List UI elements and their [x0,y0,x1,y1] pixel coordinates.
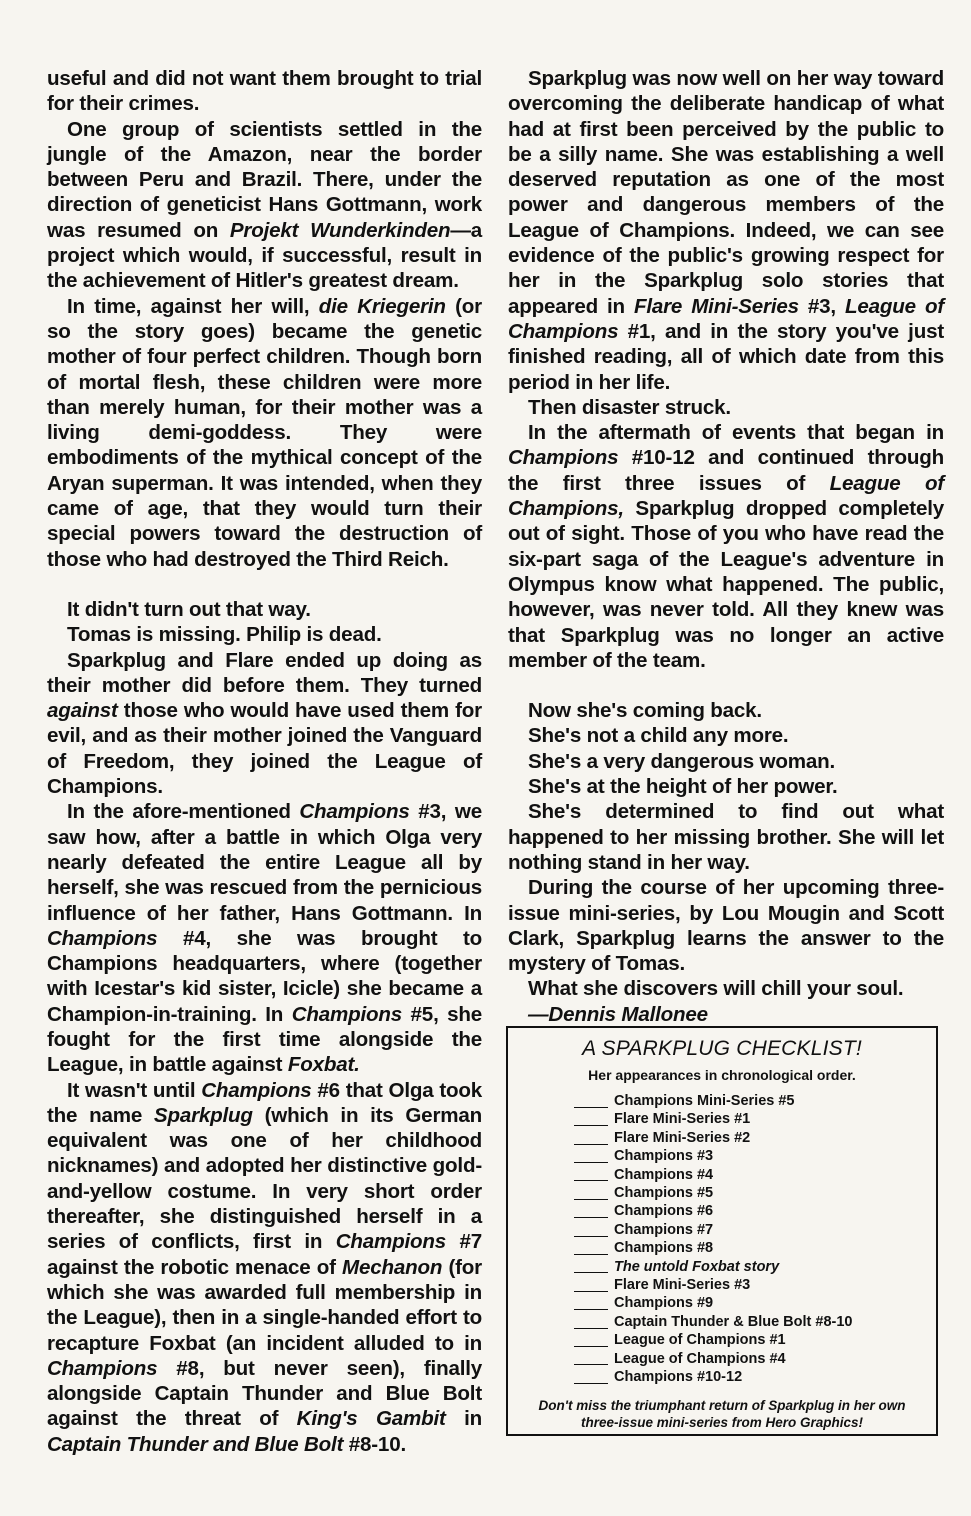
checklist-item: Champions #3 [574,1147,926,1165]
right-column [508,66,944,1027]
paragraph: Tomas is missing. Philip is dead. [67,623,382,647]
checklist-item: Champions #8 [574,1239,926,1257]
paragraph: She's a very dangerous woman. [528,749,835,773]
paragraph: useful and did not want them brought to trial for their crimes. [47,67,482,116]
paragraph: In time, against her will, die Kriegerin (or so the story goes) became the genetic mother of four perfect children. Though born of mortal flesh, these children were more than merely human, for their mother was a living demi-goddess. They were embodiments of the mythical concept of the Aryan superman. It was intended, when they came of age, that they would turn their special powers toward the destruction of those who had destroyed the Third Reich. [47,294,483,571]
checklist-box [506,1026,938,1436]
paragraph: In the afore-mentioned Champions #3, we saw how, after a battle in which Olga very nearly defeated the entire League all by herself, she was rescued from the pernicious influence of her father, Hans Gottmann. In Champions #4, she was brought to Champions headquarters, where (together with Icestar's kid sister, Icicle) she became a Champion-in-training. In Champions #5, she fought for the first time alongside the League, in battle against Foxbat. [47,800,482,1077]
checklist-item: Champions #7 [574,1221,926,1239]
checklist-item: The untold Foxbat story [574,1258,926,1276]
paragraph: She's at the height of her power. [528,775,838,799]
checklist-item: Champions #9 [574,1294,926,1312]
paragraph: It didn't turn out that way. [67,597,311,621]
paragraph: Now she's coming back. [528,699,762,723]
checklist-title: A SPARKPLUG CHECKLIST! [582,1037,862,1060]
checklist-item: League of Champions #4 [574,1350,926,1368]
paragraph: Then disaster struck. [528,395,731,419]
checklist-list [518,1092,926,1387]
checklist-item: Champions Mini-Series #5 [574,1092,926,1110]
left-column [47,66,482,1457]
checklist-item: Champions #10-12 [574,1368,926,1386]
paragraph: What she discovers will chill your soul. [528,977,904,1001]
signature: —Dennis Mallonee [528,1002,708,1026]
paragraph: She's determined to find out what happened to her missing brother. She will let nothing stand in her way. [508,800,944,874]
paragraph: During the course of her upcoming three-issue mini-series, by Lou Mougin and Scott Clark, Sparkplug learns the answer to the mystery of Tomas. [508,876,944,976]
checklist-item: Flare Mini-Series #2 [574,1129,926,1147]
checklist-footer: Don't miss the triumphant return of Sparkplug in her own three-issue mini-series from Hero Graphics! [538,1397,906,1430]
paragraph: Sparkplug was now well on her way toward overcoming the deliberate handicap of what had at first been perceived by the public to be a silly name. She was establishing a well deserved reputation as one of the most power and dangerous members of the League of Champions. Indeed, we can see evidence of the public's growing respect for her in the Sparkplug solo stories that appeared in Flare Mini-Series #3, League of Champions #1, and in the story you've just finished reading, all of which date from this period in her life. [508,67,944,394]
checklist-item: Flare Mini-Series #3 [574,1276,926,1294]
paragraph: Sparkplug and Flare ended up doing as their mother did before them. They turned against those who would have used them for evil, and as their mother joined the Vanguard of Freedom, they joined the League of Champions. [47,648,482,799]
checklist-item: League of Champions #1 [574,1331,926,1349]
checklist-item: Captain Thunder & Blue Bolt #8-10 [574,1313,926,1331]
checklist-subtitle: Her appearances in chronological order. [588,1067,856,1083]
checklist-item: Champions #5 [574,1184,926,1202]
paragraph: She's not a child any more. [528,724,789,748]
checklist-item: Champions #4 [574,1166,926,1184]
checklist-item: Champions #6 [574,1202,926,1220]
paragraph: It wasn't until Champions #6 that Olga took the name Sparkplug (which in its German equivalent was one of her childhood nicknames) and adopted her distinctive gold-and-yellow costume. In very short order thereafter, she distinguished herself in a series of conflicts, first in Champions #7 against the robotic menace of Mechanon (for which she was awarded full membership in the League), then in a single-handed effort to recapture Foxbat (an incident alluded to in Champions #8, but never seen), finally alongside Captain Thunder and Blue Bolt against the threat of King's Gambit in Captain Thunder and Blue Bolt #8-10. [47,1078,483,1456]
checklist-item: Flare Mini-Series #1 [574,1110,926,1128]
paragraph: One group of scientists settled in the jungle of the Amazon, near the border between Peru and Brazil. There, under the direction of geneticist Hans Gottmann, work was resumed on Projekt Wunderkinden—a project which would, if successful, result in the achievement of Hitler's greatest dream. [47,117,482,293]
paragraph: In the aftermath of events that began in Champions #10-12 and continued through the first three issues of League of Champions, Sparkplug dropped completely out of sight. Those of you who have read the six-part saga of the League's adventure in Olympus know what happened. The public, however, was never told. All they knew was that Sparkplug was no longer an active member of the team. [508,421,944,672]
